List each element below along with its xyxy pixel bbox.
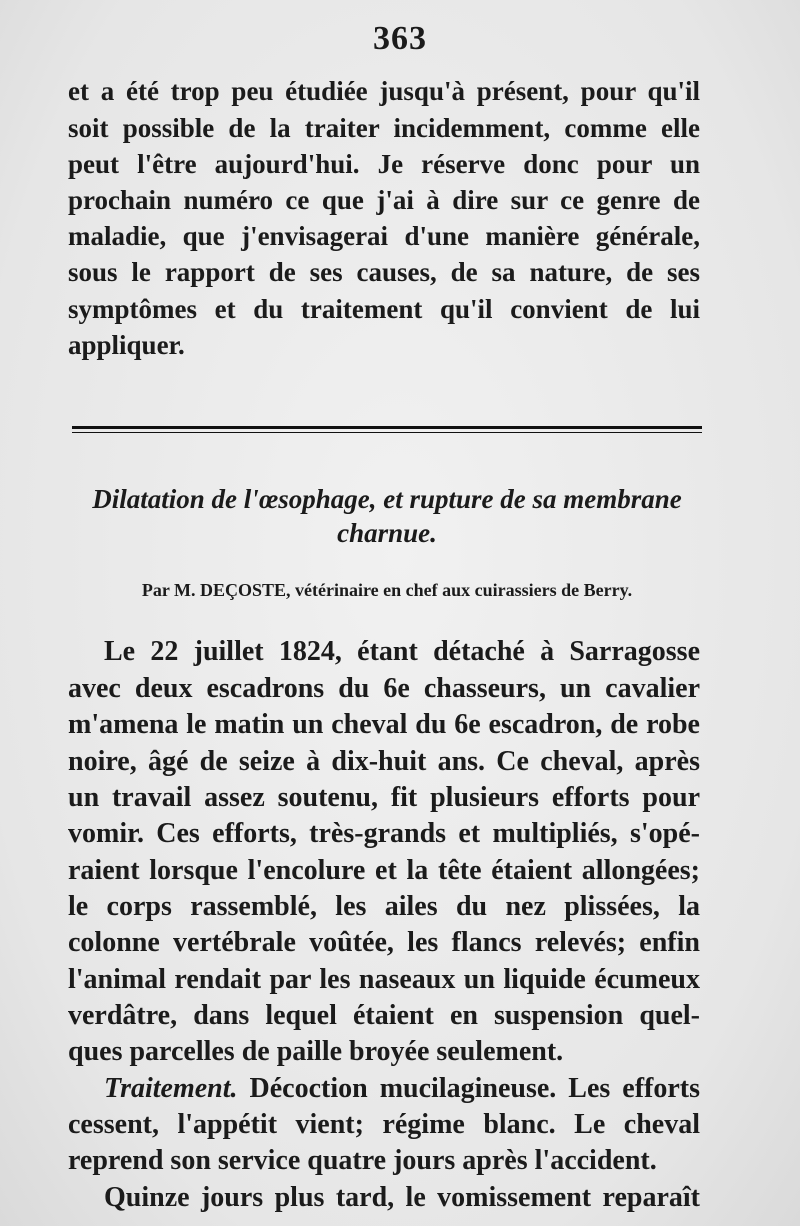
text-line: sous le rapport de ses causes, de sa nature, de ses [68,257,700,287]
text-line: symptômes et du traitement qu'il convient de lui [68,294,700,324]
text-line: raient lorsque l'encolure et la tête étaient allongées; [68,855,700,886]
text-line: avec deux escadrons du 6e chasseurs, un cavalier [68,673,700,704]
text-line: reprend son service quatre jours après l'accident. [68,1145,657,1176]
text-span: Décoction mucilagineuse. Les efforts [249,1073,701,1104]
text-line: l'animal rendait par les naseaux un liquide écumeux [68,964,700,995]
text-line: m'amena le matin un cheval du 6e escadron, de robe [68,709,700,740]
article-title: Dilatation de l'œsophage, et rupture de sa membrane [92,484,682,514]
text-line: maladie, que j'envisagerai d'une manière générale, [68,221,700,251]
section-divider-thin [72,432,702,433]
article-title-continued: charnue. [337,518,437,548]
text-line: noire, âgé de seize à dix-huit ans. Ce cheval, après [68,746,700,777]
section-divider [72,426,702,429]
text-line: et a été trop peu étudiée jusqu'à présent, pour qu'il [68,76,700,106]
text-line: Quinze jours plus tard, le vomissement reparaît [104,1182,700,1213]
text-line: vomir. Ces efforts, très-grands et multipliés, s'opé- [68,818,700,849]
text-line [104,1073,700,1105]
text-line: un travail assez soutenu, fit plusieurs efforts pour [68,782,700,813]
text-line: appliquer. [68,330,185,360]
article-byline: Par M. DEÇOSTE, vétérinaire en chef aux cuirassiers de Berry. [141,580,633,600]
text-line: cessent, l'appétit vient; régime blanc. Le cheval [68,1109,700,1140]
text-line: soit possible de la traiter incidemment, comme elle [68,113,700,143]
treatment-label: Traitement. [104,1073,238,1104]
text-line: colonne vertébrale voûtée, les flancs relevés; enfin [68,927,700,958]
text-line: Le 22 juillet 1824, étant détaché à Sarragosse [104,636,700,667]
text-line: ques parcelles de paille broyée seulement. [68,1036,564,1067]
text-line: verdâtre, dans lequel étaient en suspension quel- [68,1000,700,1031]
text-line: peut l'être aujourd'hui. Je réserve donc pour un [68,149,700,179]
page-number: 363 [373,20,427,57]
text-line: prochain numéro ce que j'ai à dire sur ce genre de [68,185,700,215]
text-line: le corps rassemblé, les ailes du nez plissées, la [68,891,700,922]
